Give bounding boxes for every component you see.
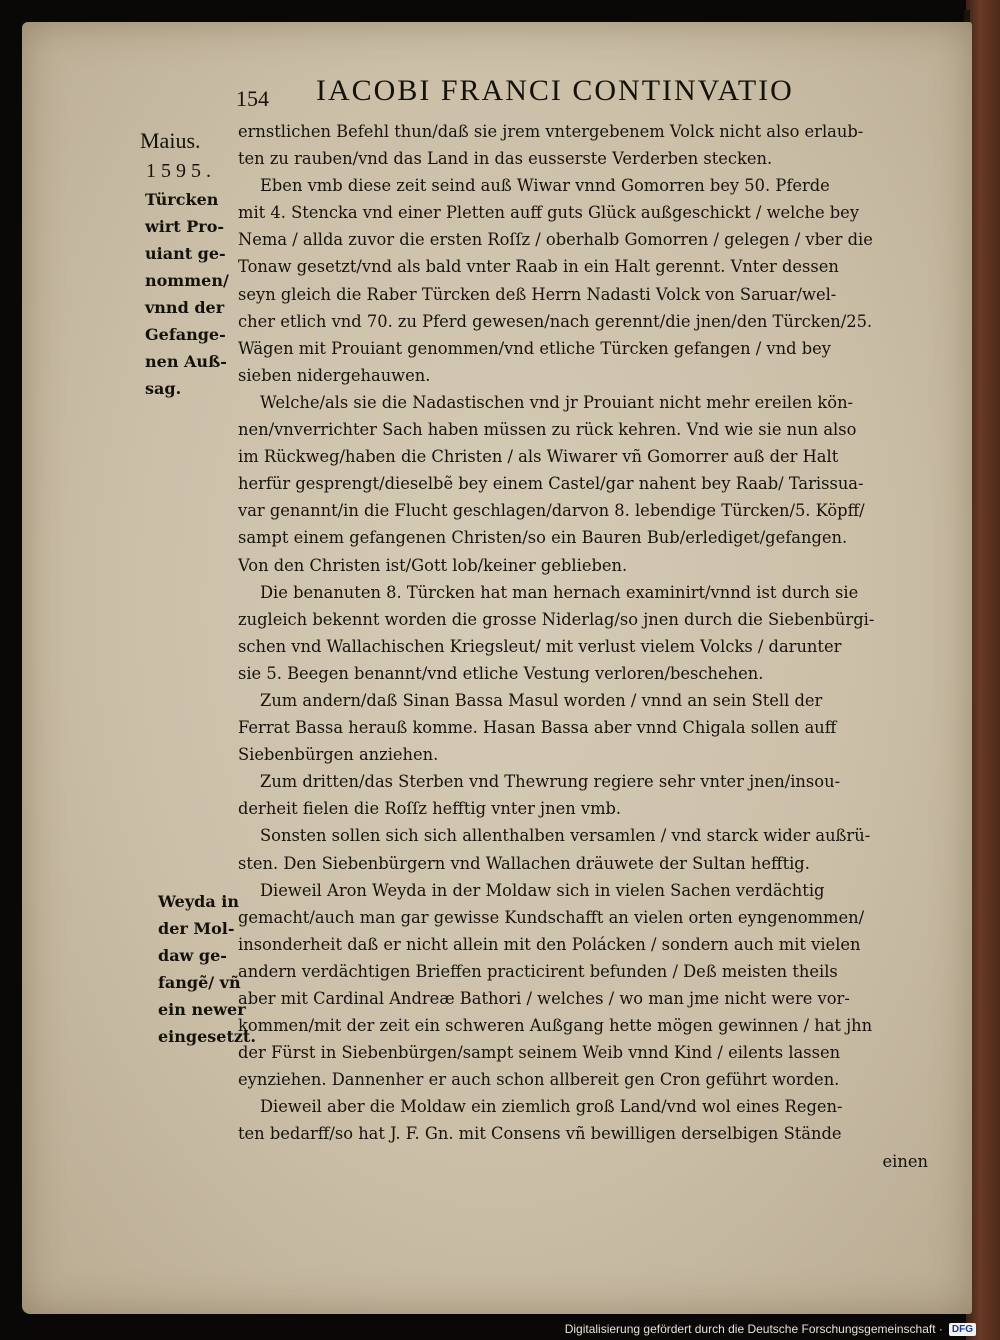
running-title: IACOBI FRANCI CONTINVATIO <box>316 74 794 107</box>
text-line: Ferrat Bassa herauß komme. Hasan Bassa aber vnnd Chigala sollen auff <box>238 718 837 738</box>
text-line: Die benanuten 8. Türcken hat man hernach examinirt/vnnd ist durch sie <box>260 582 859 602</box>
margin-note-line: wirt Pro- <box>145 217 225 236</box>
margin-note-line: ein newer <box>158 1000 246 1019</box>
text-line: zugleich bekennt worden die grosse Niderlag/so jnen durch die Siebenbürgi- <box>238 609 875 629</box>
text-line: Zum dritten/das Sterben vnd Thewrung regiere sehr vnter jnen/insou- <box>260 772 841 792</box>
text-line: der Fürst in Siebenbürgen/sampt seinem Weib vnnd Kind / eilents lassen <box>238 1043 841 1063</box>
margin-note-line: nen Auß- <box>145 352 227 371</box>
text-line: Tonaw gesetzt/vnd als bald vnter Raab in ein Halt gerennt. Vnter dessen <box>238 257 839 277</box>
text-line: var genannt/in die Flucht geschlagen/darvon 8. lebendige Türcken/5. Köpff/ <box>238 501 865 521</box>
text-line: Sonsten sollen sich sich allenthalben versamlen / vnd starck wider außrü- <box>260 826 871 846</box>
catchword: einen <box>882 1151 928 1171</box>
text-line: ten zu rauben/vnd das Land in das eusserste Verderben stecken. <box>238 149 773 169</box>
margin-note-line: der Mol- <box>158 919 235 938</box>
margin-month: Maius. <box>140 128 201 153</box>
body-text <box>238 118 938 1175</box>
margin-note-line: fangẽ/ vñ <box>158 973 241 992</box>
text-line: cher etlich vnd 70. zu Pferd gewesen/nach gerennt/die jnen/den Türcken/25. <box>238 311 873 331</box>
dfg-logo: DFG <box>949 1323 976 1336</box>
text-line: Von den Christen ist/Gott lob/keiner geblieben. <box>238 555 628 575</box>
text-line: mit 4. Stencka vnd einer Pletten auff guts Glück außgeschickt / welche bey <box>238 203 860 223</box>
text-line: eynziehen. Dannenher er auch schon allbereit gen Cron geführt worden. <box>238 1070 840 1090</box>
text-line: Nema / allda zuvor die ersten Roſſz / oberhalb Gomorren / gelegen / vber die <box>238 230 873 250</box>
margin-note-line: daw ge- <box>158 946 227 965</box>
margin-note-line: Weyda in <box>158 892 239 911</box>
text-line: sten. Den Siebenbürgern vnd Wallachen dräuwete der Sultan hefftig. <box>238 853 810 873</box>
text-line: andern verdächtigen Brieffen practicirent befunden / Deß meisten theils <box>238 961 838 981</box>
text-line: Eben vmb diese zeit seind auß Wiwar vnnd Gomorren bey 50. Pferde <box>260 176 830 196</box>
page-number: 154 <box>236 86 269 111</box>
text-line: Zum andern/daß Sinan Bassa Masul worden / vnnd an sein Stell der <box>260 690 823 710</box>
margin-note-line: sag. <box>145 379 182 398</box>
margin-note-line: vnnd der <box>145 298 225 317</box>
text-line: sie 5. Beegen benannt/vnd etliche Vestung verloren/beschehen. <box>238 663 764 683</box>
digitization-footer <box>565 1322 976 1336</box>
text-line: kommen/mit der zeit ein schweren Außgang hette mögen gewinnen / hat jhn <box>238 1016 873 1036</box>
text-line: derheit fielen die Roſſz hefftig vnter jnen vmb. <box>238 799 622 819</box>
margin-note-line: uiant ge- <box>145 244 226 263</box>
text-line: seyn gleich die Raber Türcken deß Herrn Nadasti Volck von Saruar/wel- <box>238 284 837 304</box>
text-line: insonderheit daß er nicht allein mit den Polácken / sondern auch mit vielen <box>238 934 861 954</box>
text-line: sampt einem gefangenen Christen/so ein Bauren Bub/erlediget/gefangen. <box>238 528 848 548</box>
text-line: Wägen mit Prouiant genommen/vnd etliche Türcken gefangen / vnd bey <box>238 338 831 358</box>
text-line: schen vnd Wallachischen Kriegsleut/ mit verlust vielem Volcks / darunter <box>238 636 842 656</box>
text-line: herfür gesprengt/dieselbẽ bey einem Castel/gar nahent bey Raab/ Tarissua- <box>238 474 864 494</box>
text-line: Welche/als sie die Nadastischen vnd jr Prouiant nicht mehr ereilen kön- <box>260 392 854 412</box>
text-line: im Rückweg/haben die Christen / als Wiwarer vñ Gomorrer auß der Halt <box>238 447 839 467</box>
margin-note-line: eingesetzt. <box>158 1027 256 1046</box>
text-line: gemacht/auch man gar gewisse Kundschafft an vielen orten eyngenommen/ <box>238 907 865 927</box>
funding-credit: Digitalisierung gefördert durch die Deutsche Forschungsgemeinschaft · <box>564 1322 943 1336</box>
text-line: nen/vnverrichter Sach haben müssen zu rück kehren. Vnd wie sie nun also <box>238 420 857 440</box>
text-line: Dieweil Aron Weyda in der Moldaw sich in vielen Sachen verdächtig <box>260 880 825 900</box>
margin-note-line: Gefange- <box>145 325 226 344</box>
page-header <box>236 74 856 114</box>
margin-note-line: nommen/ <box>145 271 229 290</box>
margin-note-line: Türcken <box>145 190 219 209</box>
text-line: ten bedarff/so hat J. F. Gn. mit Consens vñ bewilligen derselbigen Stände <box>238 1124 842 1144</box>
text-line: aber mit Cardinal Andreæ Bathori / welches / wo man jme nicht were vor- <box>238 989 850 1008</box>
text-line: Siebenbürgen anziehen. <box>238 745 439 765</box>
text-line: sieben nidergehauwen. <box>238 365 431 385</box>
margin-year: 1595. <box>146 160 216 182</box>
text-line: ernstlichen Befehl thun/daß sie jrem vntergebenem Volck nicht also erlaub- <box>238 122 864 141</box>
text-line: Dieweil aber die Moldaw ein ziemlich groß Land/vnd wol eines Regen- <box>260 1097 843 1117</box>
